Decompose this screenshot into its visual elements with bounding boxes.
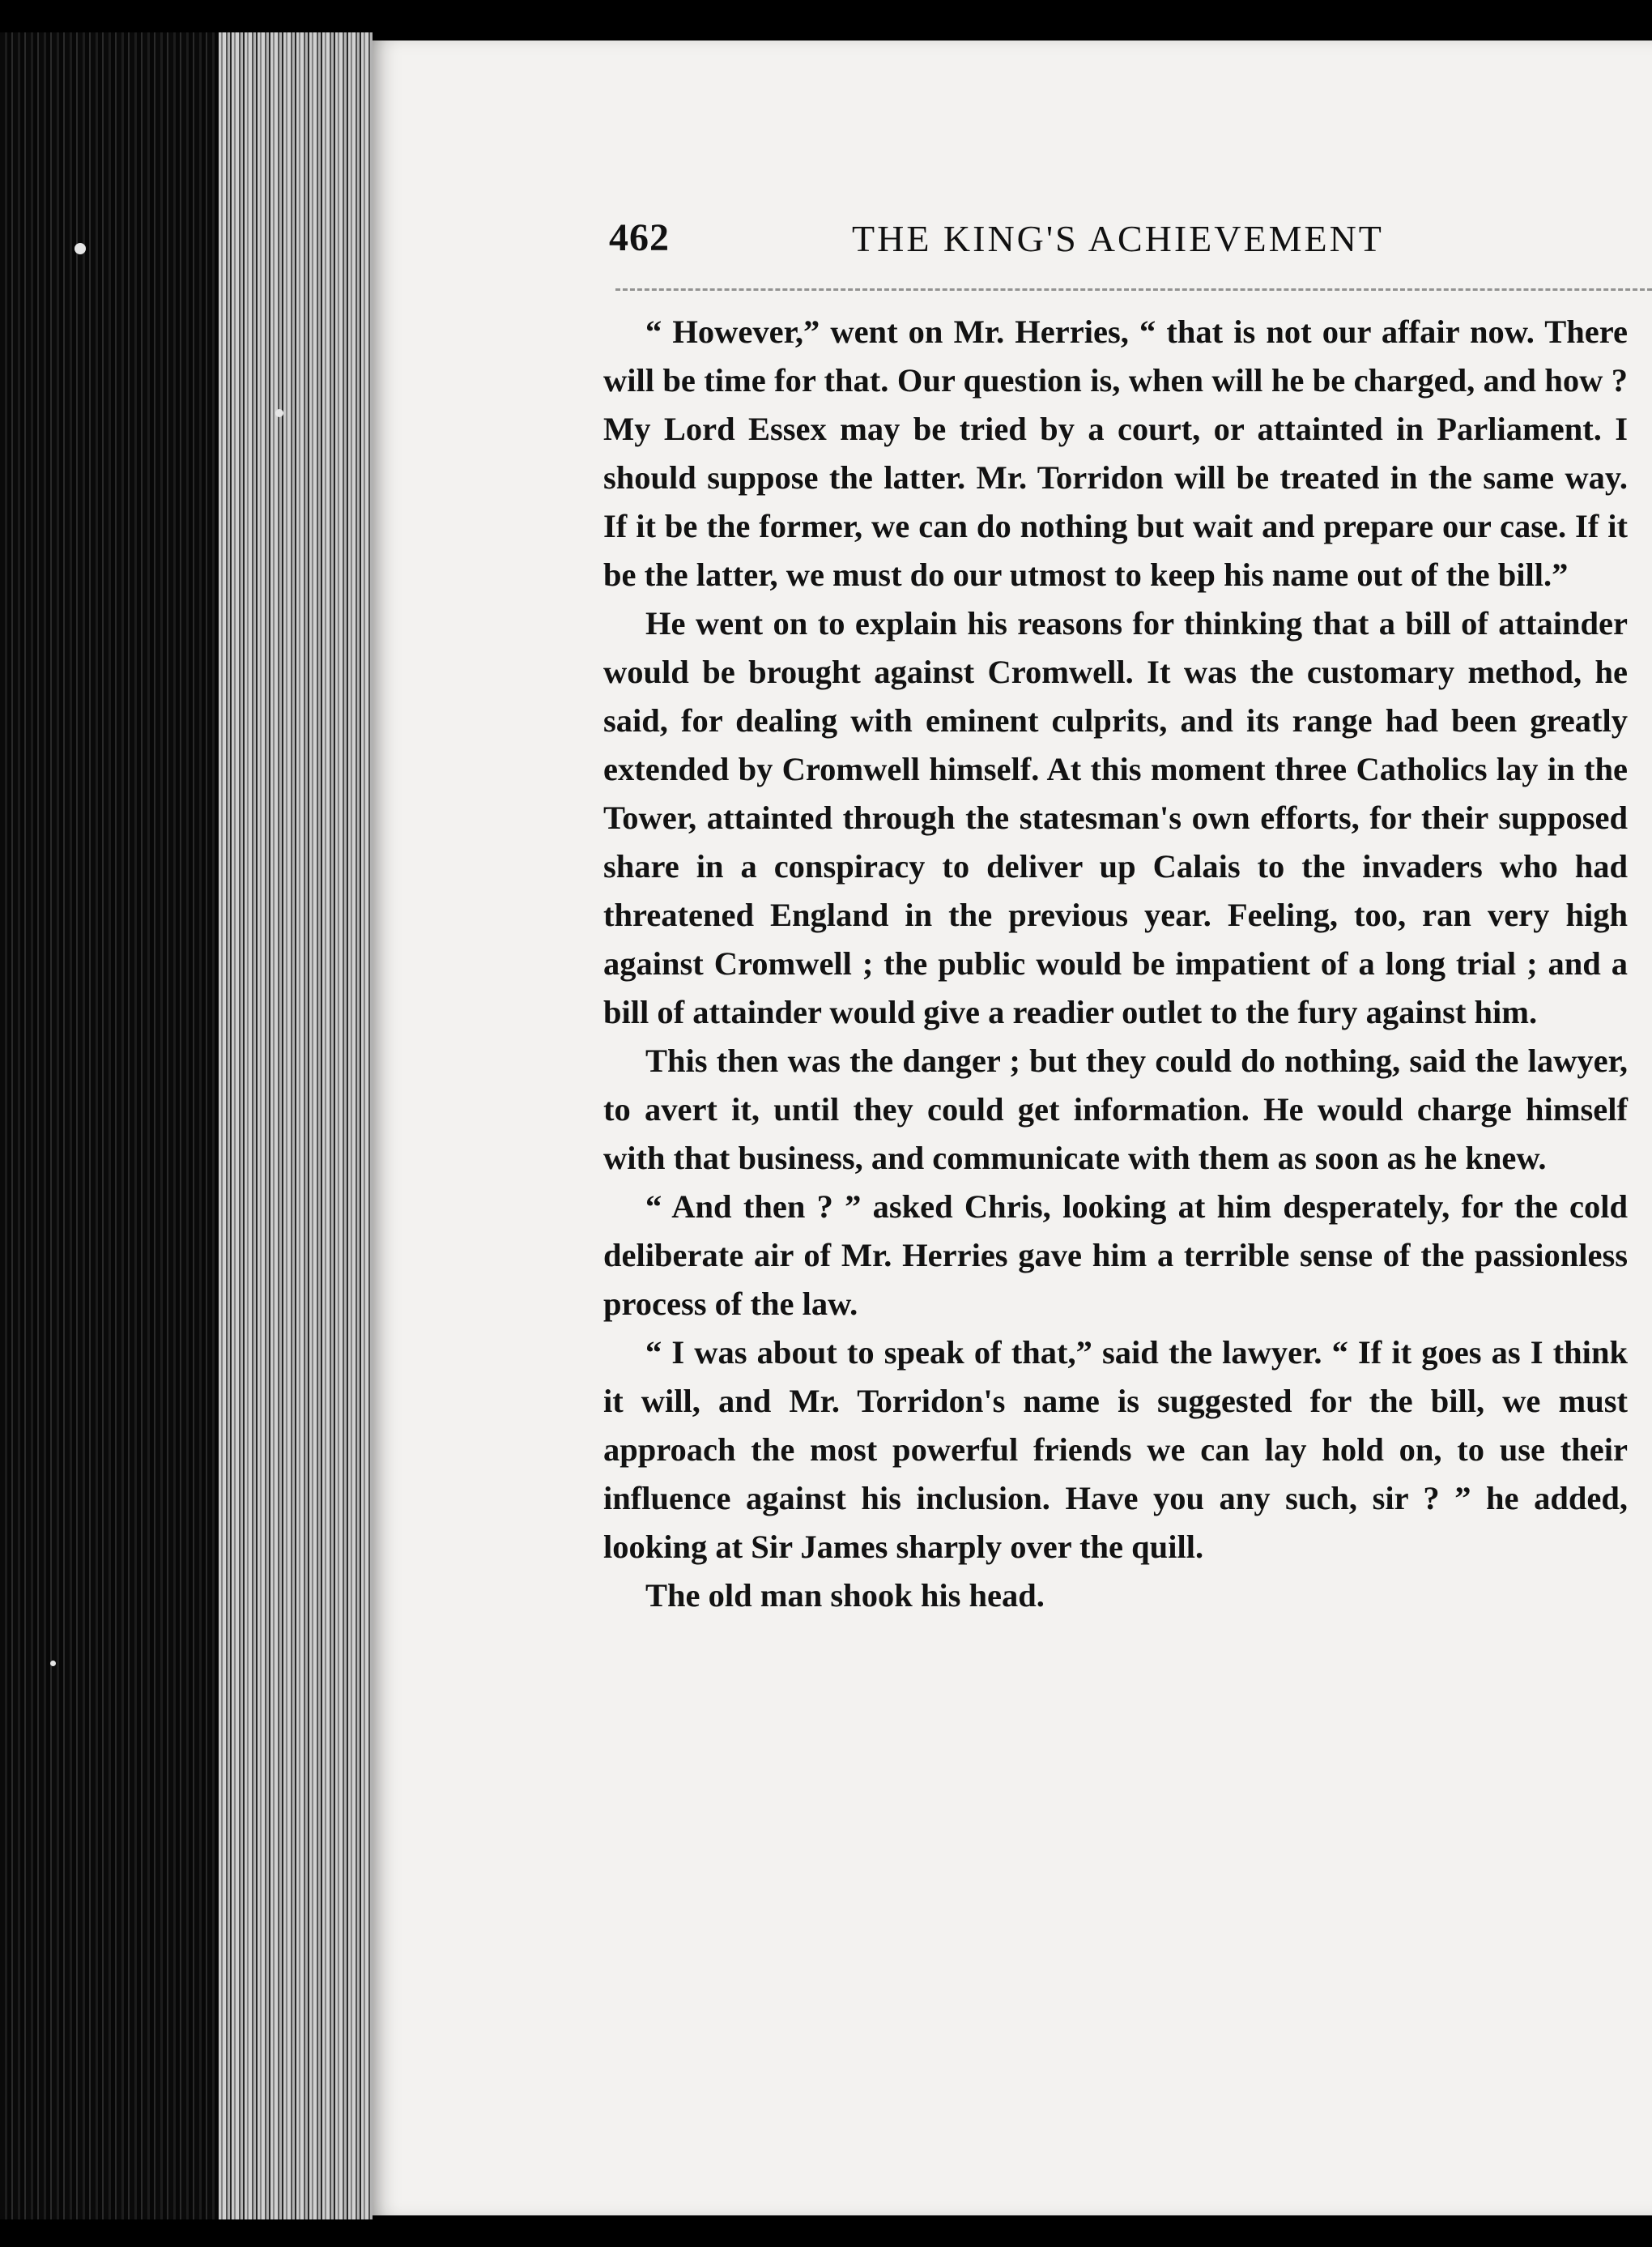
dust-speck [75, 243, 86, 254]
body-text [603, 308, 1628, 1620]
paragraph: “ However,” went on Mr. Herries, “ that is not our affair now. There will be time for that. Our question is, when will he be charged, and how ? My Lord Essex may be tried by a court, or attainted in Parliament. I should suppose the latter. Mr. Torridon will be treated in the same way. If it be the former, we can do nothing but wait and prepare our case. If it be the latter, we must do our utmost to keep his name out of the bill.” [603, 313, 1628, 593]
dust-speck [50, 1661, 56, 1666]
header-rule [615, 288, 1652, 291]
paragraph: “ And then ? ” asked Chris, looking at him desperately, for the cold deliberate air of Mr. Herries gave him a terrible sense of the passionless process of the law. [603, 1188, 1628, 1322]
paragraph: He went on to explain his reasons for thinking that a bill of attainder would be brought against Cromwell. It was the customary method, he said, for dealing with eminent culprits, and its range had been greatly extended by Cromwell himself. At this moment three Catholics lay in the Tower, attainted through the statesman's own efforts, for their supposed share in a conspiracy to deliver up Calais to the invaders who had threatened England in the previous year. Feeling, too, ran very high against Cromwell ; the public would be impatient of a long trial ; and a bill of attainder would give a readier outlet to the fury against him. [603, 605, 1628, 1030]
dust-speck [275, 409, 283, 417]
paragraph: “ I was about to speak of that,” said the lawyer. “ If it goes as I think it will, and Mr. Torridon's name is suggested for the bill, we must approach the most powerful friends we can lay hold on, to use their influence against his inclusion. Have you any such, sir ? ” he added, looking at Sir James sharply over the quill. [603, 1334, 1628, 1565]
book-page-edges [0, 32, 373, 2219]
page-header [609, 215, 1652, 272]
running-title: THE KING'S ACHIEVEMENT [852, 218, 1384, 259]
printed-page [373, 41, 1652, 2215]
page-number: 462 [609, 216, 670, 259]
paragraph: This then was the danger ; but they could do nothing, said the lawyer, to avert it, until they could get information. He would charge himself with that business, and communicate with them as soon as he knew. [603, 1042, 1628, 1176]
paragraph: The old man shook his head. [645, 1577, 1045, 1614]
